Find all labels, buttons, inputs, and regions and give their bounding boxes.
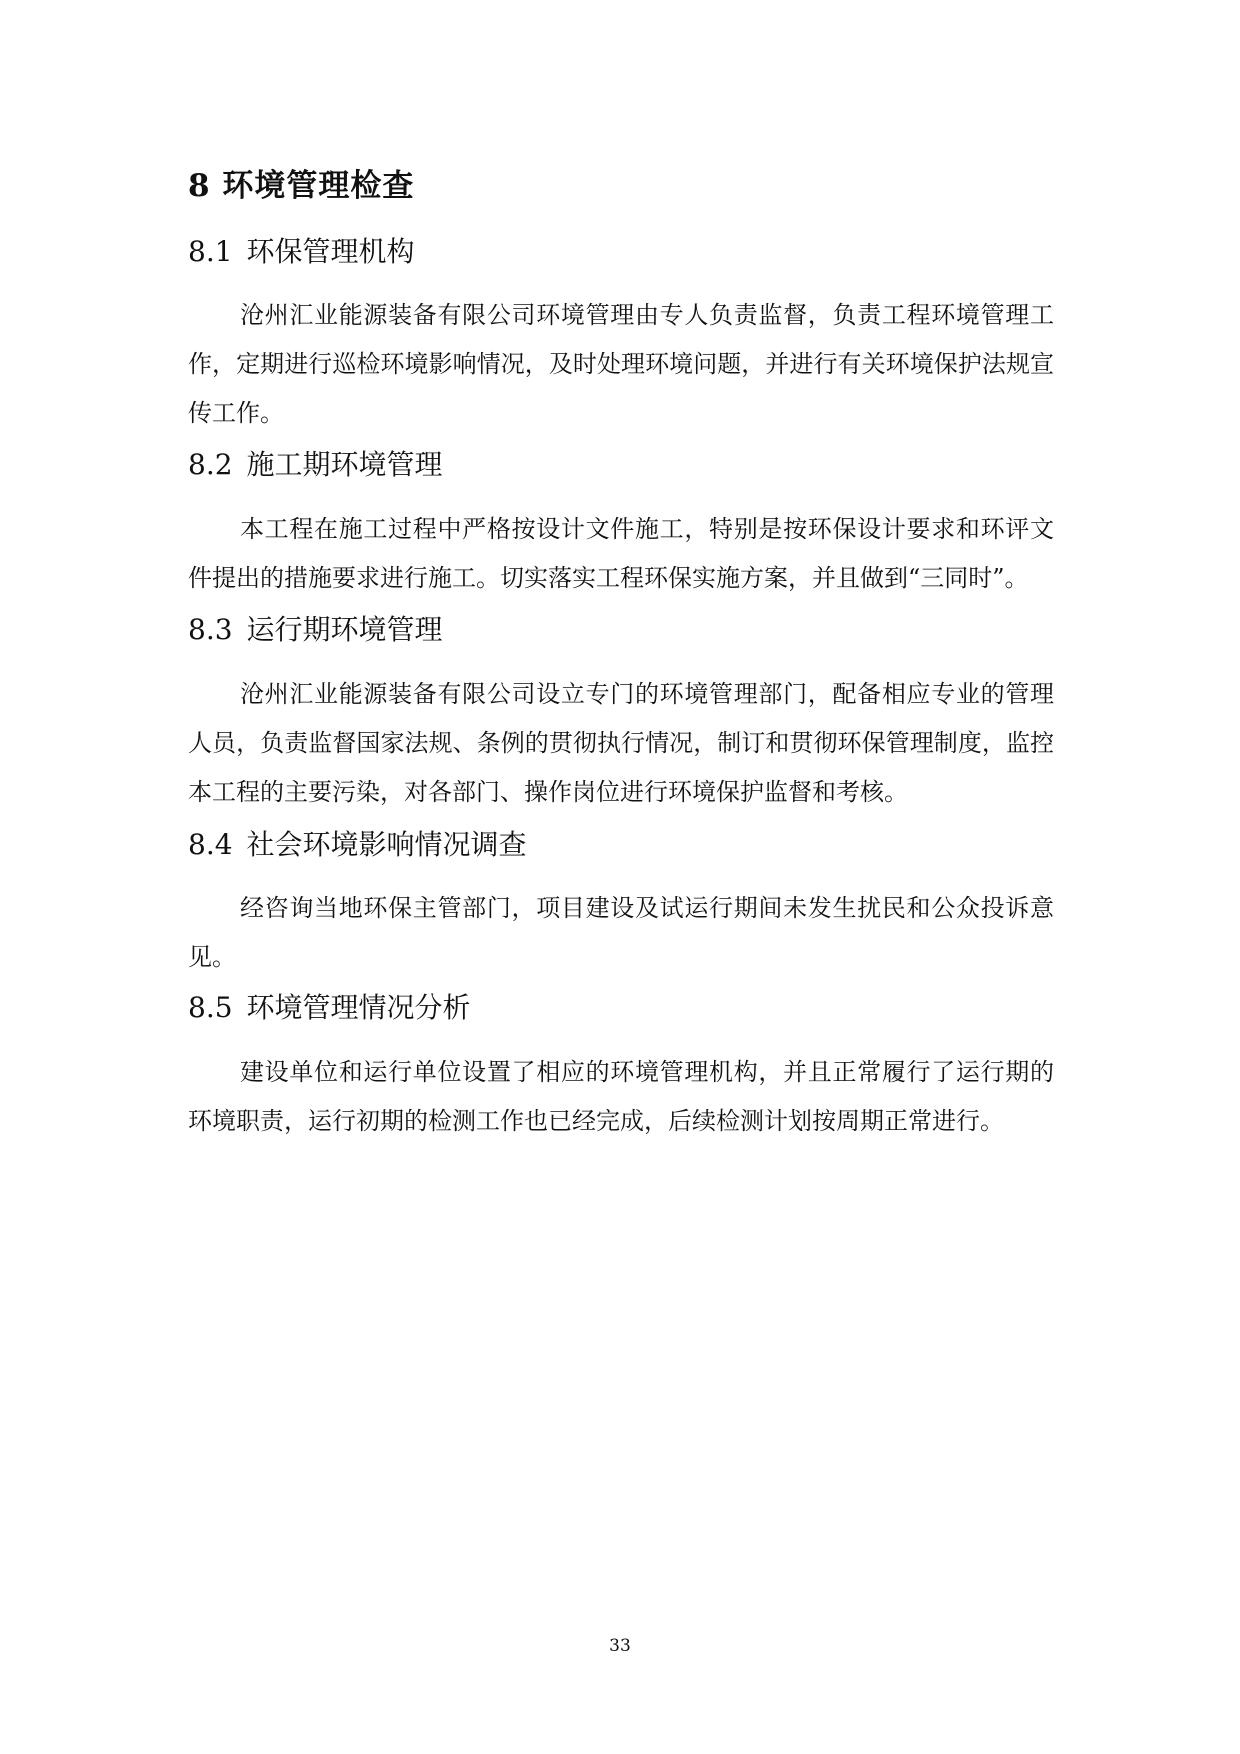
section-heading-8-2	[188, 443, 443, 483]
section-heading-8-5	[188, 986, 471, 1026]
section-paragraph-8-3: 沧州汇业能源装备有限公司设立专门的环境管理部门，配备相应专业的管理人员，负责监督国家法规、条例的贯彻执行情况，制订和贯彻环保管理制度，监控本工程的主要污染，对各部门、操作岗位进行环境保护监督和考核。	[188, 680, 1054, 806]
section-number: 8.1	[188, 235, 233, 268]
section-paragraph-8-1: 沧州汇业能源装备有限公司环境管理由专人负责监督，负责工程环境管理工作，定期进行巡检环境影响情况，及时处理环境问题，并进行有关环境保护法规宣传工作。	[188, 301, 1054, 427]
section-number: 8.4	[188, 828, 233, 861]
section-number: 8.3	[188, 613, 233, 646]
section-title: 施工期环境管理	[246, 448, 443, 481]
section-heading-8-3	[188, 608, 443, 648]
section-number: 8.5	[188, 991, 233, 1024]
page-number: 33	[609, 1636, 631, 1656]
section-title: 环保管理机构	[246, 235, 415, 268]
section-heading-8-1	[188, 230, 415, 270]
section-paragraph-8-2: 本工程在施工过程中严格按设计文件施工，特别是按环保设计要求和环评文件提出的措施要求进行施工。切实落实工程环保实施方案，并且做到“三同时”。	[188, 515, 1054, 592]
section-number: 8.2	[188, 448, 233, 481]
section-title: 环境管理情况分析	[246, 991, 471, 1024]
section-paragraph-8-4: 经咨询当地环保主管部门，项目建设及试运行期间未发生扰民和公众投诉意见。	[188, 894, 1054, 971]
chapter-title: 8 环境管理检查	[188, 168, 415, 204]
section-title: 社会环境影响情况调查	[246, 828, 527, 861]
section-title: 运行期环境管理	[246, 613, 443, 646]
section-heading-8-4	[188, 823, 527, 863]
section-paragraph-8-5: 建设单位和运行单位设置了相应的环境管理机构，并且正常履行了运行期的环境职责，运行初期的检测工作也已经完成，后续检测计划按周期正常进行。	[188, 1058, 1054, 1135]
